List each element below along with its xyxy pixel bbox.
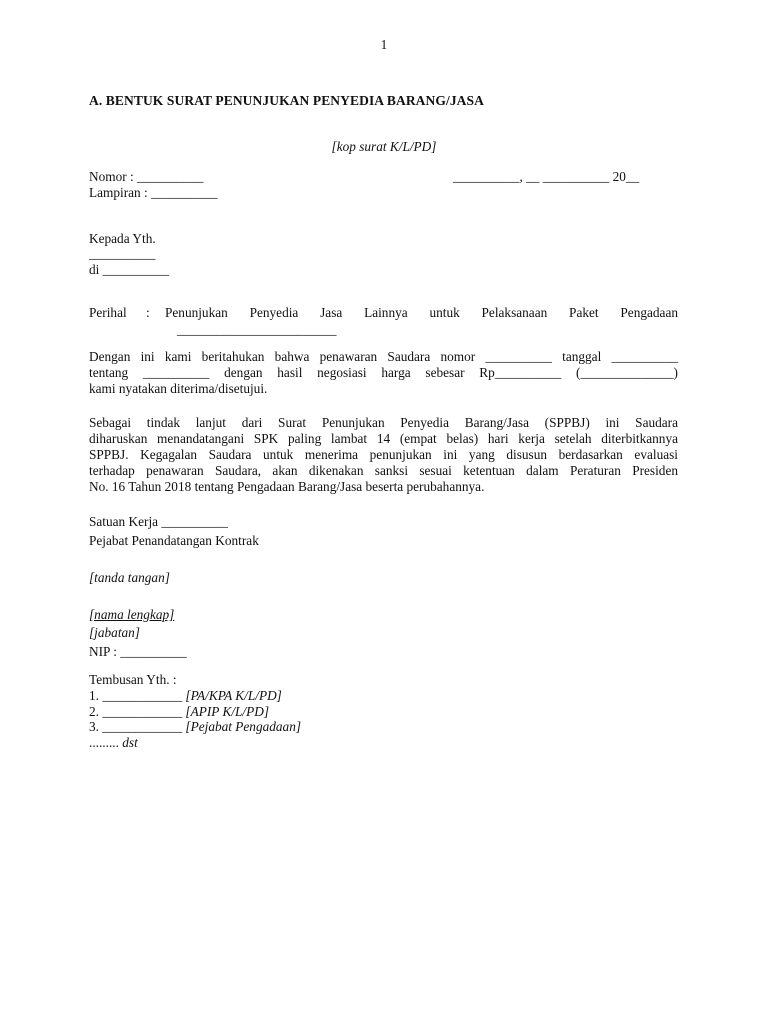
paragraph-line: terhadap penawaran Saudara, akan dikenakan sanksi sesuai ketentuan dalam Peraturan Presiden xyxy=(89,463,678,478)
cc-item-blank: ____________ xyxy=(102,688,183,703)
paragraph-follow-up xyxy=(89,415,678,495)
position-placeholder: [jabatan] xyxy=(89,625,140,640)
perihal-label: Perihal xyxy=(89,305,127,320)
paragraph-line: tentang __________ dengan hasil negosiasi harga sebesar Rp__________ (______________) xyxy=(89,365,678,380)
perihal-blank: ________________________ xyxy=(177,322,337,337)
cc-etc-label: dst xyxy=(122,735,138,750)
full-name-placeholder: [nama lengkap] xyxy=(89,607,175,622)
nomor-line: Nomor : __________ xyxy=(89,169,204,184)
lampiran-line: Lampiran : __________ xyxy=(89,185,218,200)
page-number: 1 xyxy=(380,37,388,52)
section-heading: A. BENTUK SURAT PENUNJUKAN PENYEDIA BARANG/JASA xyxy=(89,93,484,108)
recipient-name-blank: __________ xyxy=(89,246,156,261)
cc-item xyxy=(89,688,282,704)
cc-title: Tembusan Yth. : xyxy=(89,672,177,687)
cc-item-number: 2. xyxy=(89,704,99,719)
recipient-title: Kepada Yth. xyxy=(89,231,156,246)
satuan-kerja-line: Satuan Kerja __________ xyxy=(89,514,228,529)
cc-item-blank: ____________ xyxy=(102,704,183,719)
perihal-text: Penunjukan Penyedia Jasa Lainnya untuk Pelaksanaan Paket Pengadaan xyxy=(165,305,678,320)
cc-item-number: 3. xyxy=(89,719,99,734)
paragraph-line: No. 16 Tahun 2018 tentang Pengadaan Barang/Jasa beserta perubahannya. xyxy=(89,479,485,494)
cc-item xyxy=(89,704,269,720)
letterhead-placeholder: [kop surat K/L/PD] xyxy=(331,139,437,154)
cc-item xyxy=(89,719,301,735)
cc-item-number: 1. xyxy=(89,688,99,703)
cc-item-blank: ____________ xyxy=(102,719,183,734)
nip-line: NIP : __________ xyxy=(89,644,187,659)
cc-item-label: [APIP K/L/PD] xyxy=(185,704,270,719)
cc-item-label: [PA/KPA K/L/PD] xyxy=(185,688,282,703)
paragraph-line: Sebagai tindak lanjut dari Surat Penunjukan Penyedia Barang/Jasa (SPPBJ) ini Saudara xyxy=(89,415,678,430)
signature-placeholder: [tanda tangan] xyxy=(89,570,170,585)
date-line: __________, __ __________ 20__ xyxy=(453,169,640,184)
paragraph-line: Dengan ini kami beritahukan bahwa penawaran Saudara nomor __________ tanggal __________ xyxy=(89,349,678,364)
cc-item-label: [Pejabat Pengadaan] xyxy=(185,719,302,734)
cc-etc-dots: ......... xyxy=(89,735,119,750)
recipient-location: di __________ xyxy=(89,262,170,277)
paragraph-line: SPPBJ. Kegagalan Saudara untuk menerima penunjukan ini yang disusun berdasarkan evaluasi xyxy=(89,447,678,462)
paragraph-offer xyxy=(89,349,678,397)
signatory-title: Pejabat Penandatangan Kontrak xyxy=(89,533,259,548)
paragraph-line: diharuskan menandatangani SPK paling lambat 14 (empat belas) hari kerja setelah diterbitkannya xyxy=(89,431,678,446)
cc-etc xyxy=(89,735,138,751)
paragraph-line: kami nyatakan diterima/disetujui. xyxy=(89,381,268,396)
perihal-colon: : xyxy=(146,305,150,320)
